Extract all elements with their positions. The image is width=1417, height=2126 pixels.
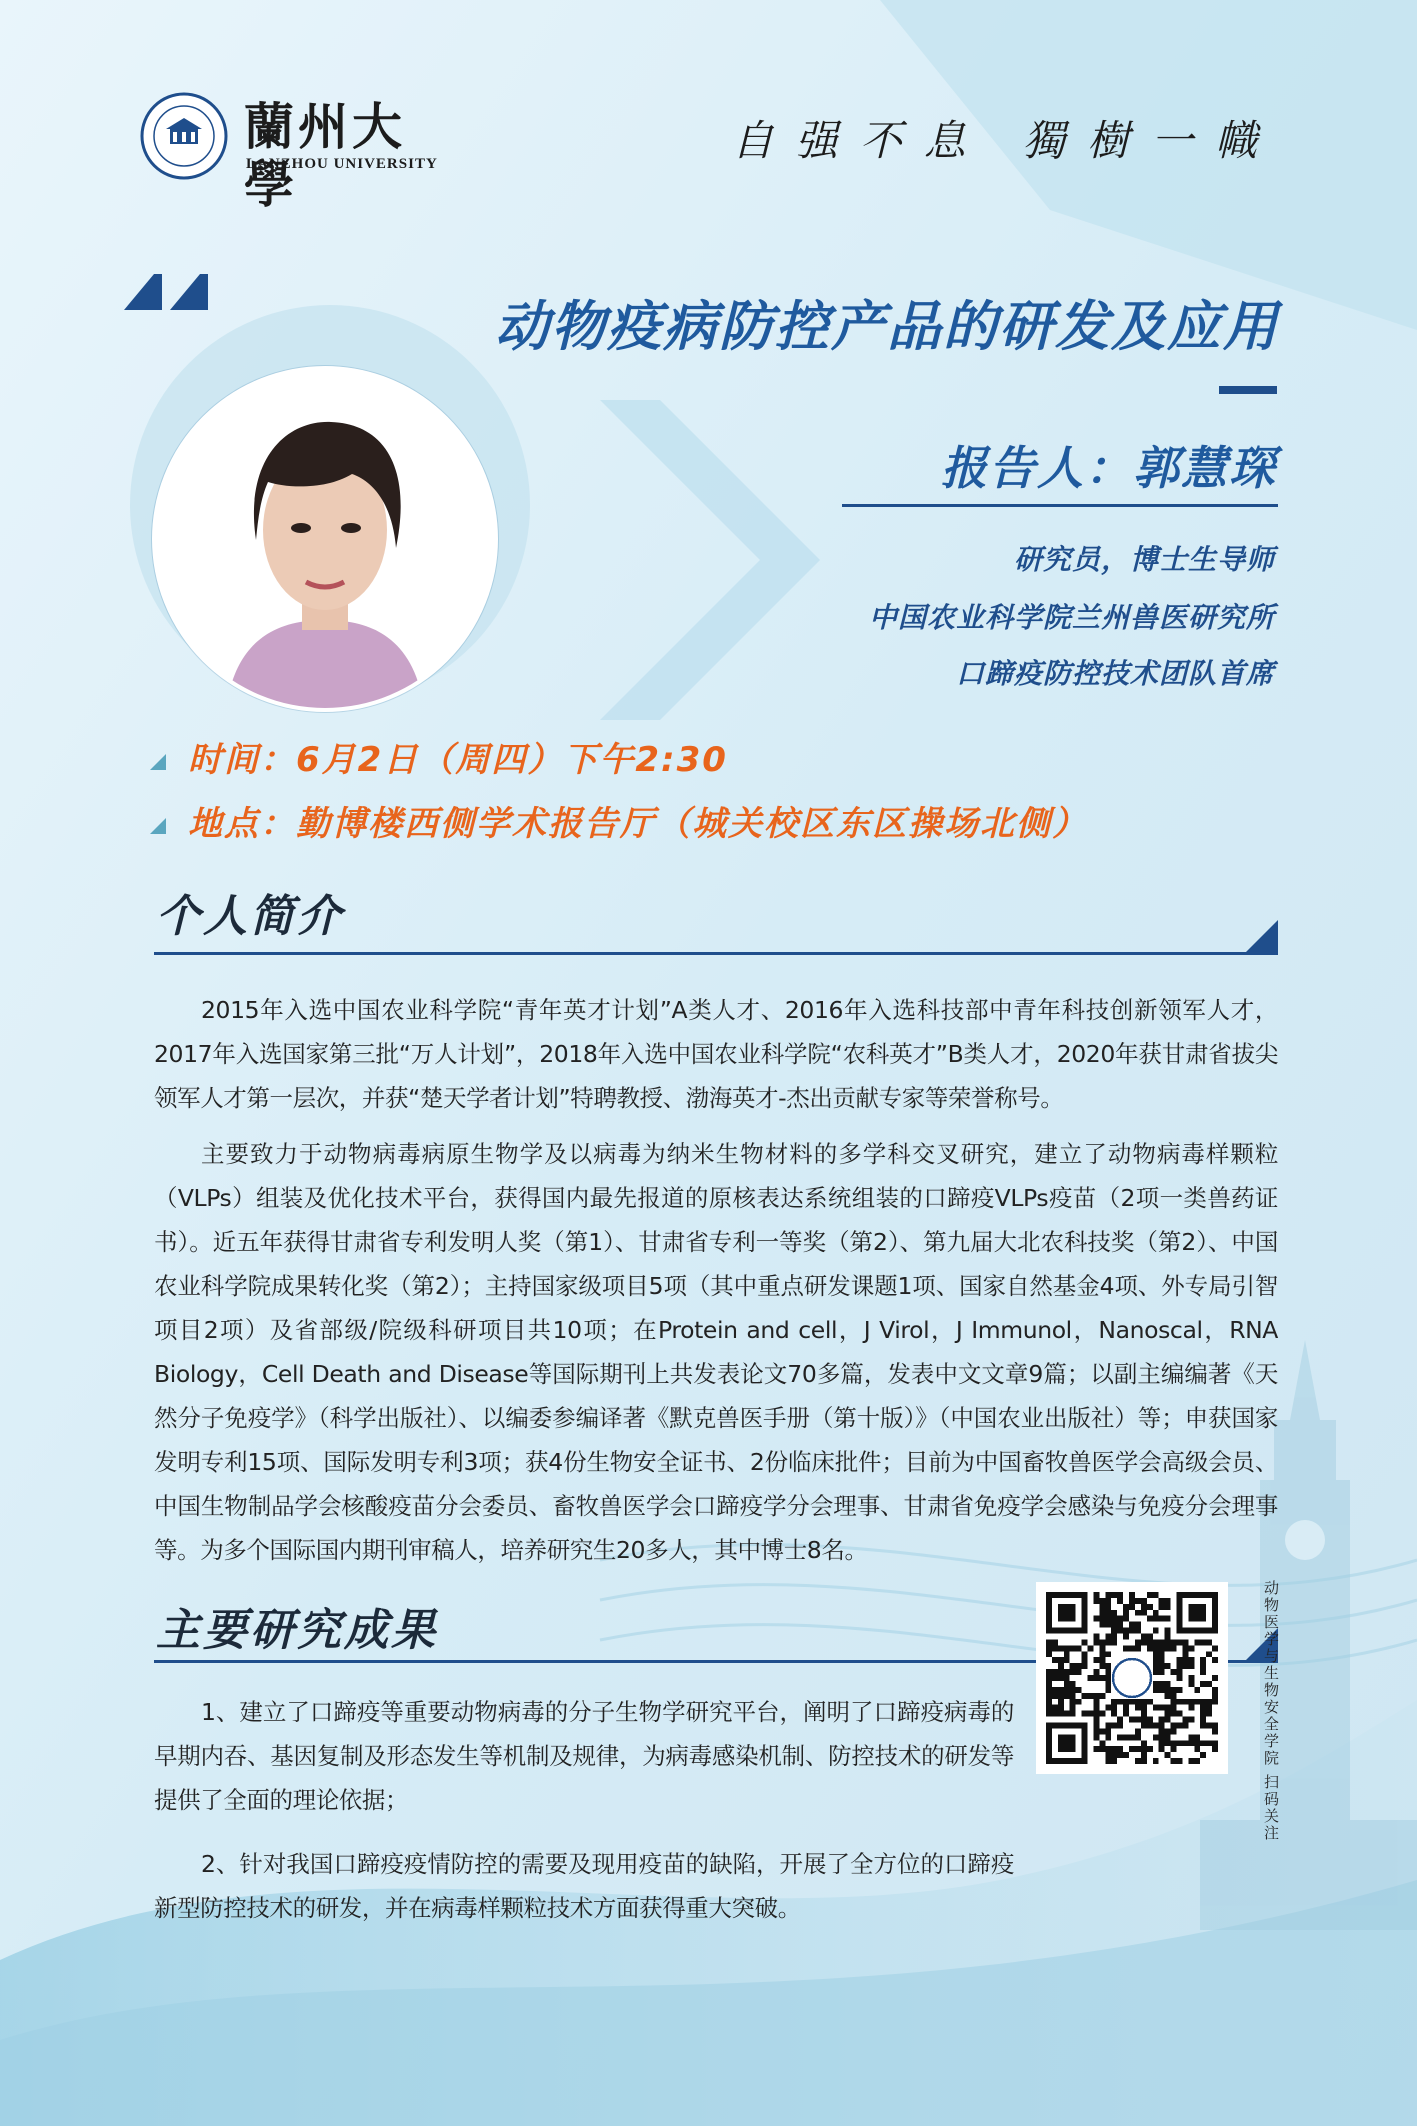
bio-heading: 个人简介 xyxy=(156,891,344,942)
event-place xyxy=(150,796,1088,845)
university-motto: 自强不息 獨樹一幟 xyxy=(731,116,1279,165)
place-value: 勤博楼西侧学术报告厅（城关校区东区操场北侧） xyxy=(296,804,1088,844)
speaker-institute: 中国农业科学院兰州兽医研究所 xyxy=(868,601,1275,634)
achievements-heading: 主要研究成果 xyxy=(156,1605,438,1656)
speaker-name: 报告人：郭慧琛 xyxy=(941,441,1277,495)
achievement-item: 2、针对我国口蹄疫疫情防控的需要及现用疫苗的缺陷，开展了全方位的口蹄疫新型防控技术的研发，并在病毒样颗粒技术方面获得重大突破。 xyxy=(154,1850,1014,1922)
title-dash xyxy=(1219,386,1277,394)
university-seal-icon xyxy=(140,92,228,180)
event-time xyxy=(150,732,728,781)
speaker-divider xyxy=(842,504,1278,507)
quote-mark-icon xyxy=(124,272,224,312)
speaker-team-role: 口蹄疫防控技术团队首席 xyxy=(955,657,1275,690)
qr-caption: 动物医学与生物安全学院 扫码关注 xyxy=(1262,1580,1280,1842)
speaker-title: 研究员，博士生导师 xyxy=(1013,543,1275,576)
qr-code[interactable] xyxy=(1036,1582,1228,1774)
bio-paragraph: 主要致力于动物病毒病原生物学及以病毒为纳米生物材料的多学科交叉研究，建立了动物病毒样颗粒（VLPs）组装及优化技术平台，获得国内最先报道的原核表达系统组装的口蹄疫VLPs疫苗（2项一类兽药证书）。近五年获得甘肃省专利发明人奖（第1）、甘肃省专利一等奖（第2）、第九届大北农科技奖（第2）、中国农业科学院成果转化奖（第2）；主持国家级项目5项（其中重点研发课题1项、国家自然基金4项、外专局引智项目2项）及省部级/院级科研项目共10项；在Protein and cell，J Virol，J Immunol，Nanoscal，RNA Biology，Cell Death and Disease等国际期刊上共发表论文70多篇，发表中文文章9篇；以副主编编著《天然分子免疫学》（科学出版社）、以编委参编译著《默克兽医手册（第十版）》（中国农业出版社）等；申获国家发明专利15项、国际发明专利3项；获4份生物安全证书、2份临床批件；目前为中国畜牧兽医学会高级会员、中国生物制品学会核酸疫苗分会委员、畜牧兽医学会口蹄疫学分会理事、甘肃省免疫学会感染与免疫分会理事等。为多个国际国内期刊审稿人，培养研究生20多人，其中博士8名。 xyxy=(154,1140,1278,1564)
qr-code-icon xyxy=(1046,1592,1218,1764)
bullet-triangle-icon xyxy=(150,818,166,834)
time-label: 时间： xyxy=(188,740,296,780)
university-name: 蘭州大學 xyxy=(244,97,406,214)
bio-divider xyxy=(154,952,1278,955)
speaker-portrait xyxy=(152,366,498,712)
bio-paragraph: 2015年入选中国农业科学院“青年英才计划”A类人才、2016年入选科技部中青年科技创新领军人才，2017年入选国家第三批“万人计划”，2018年入选中国农业科学院“农科英才”B类人才，2020年获甘肃省拔尖领军人才第一层次，并获“楚天学者计划”特聘教授、渤海英才-杰出贡献专家等荣誉称号。 xyxy=(154,996,1278,1112)
time-value: 6月2日（周四）下午2:30 xyxy=(296,740,728,780)
place-label: 地点： xyxy=(188,804,296,844)
bullet-triangle-icon xyxy=(150,754,166,770)
university-name-en: LANZHOU UNIVERSITY xyxy=(246,156,438,172)
achievement-item: 1、建立了口蹄疫等重要动物病毒的分子生物学研究平台，阐明了口蹄疫病毒的早期内吞、基因复制及形态发生等机制及规律，为病毒感染机制、防控技术的研发等提供了全面的理论依据； xyxy=(154,1698,1014,1814)
corner-triangle-icon xyxy=(1246,920,1278,952)
talk-title: 动物疫病防控产品的研发及应用 xyxy=(495,295,1279,358)
university-logo xyxy=(140,92,440,214)
